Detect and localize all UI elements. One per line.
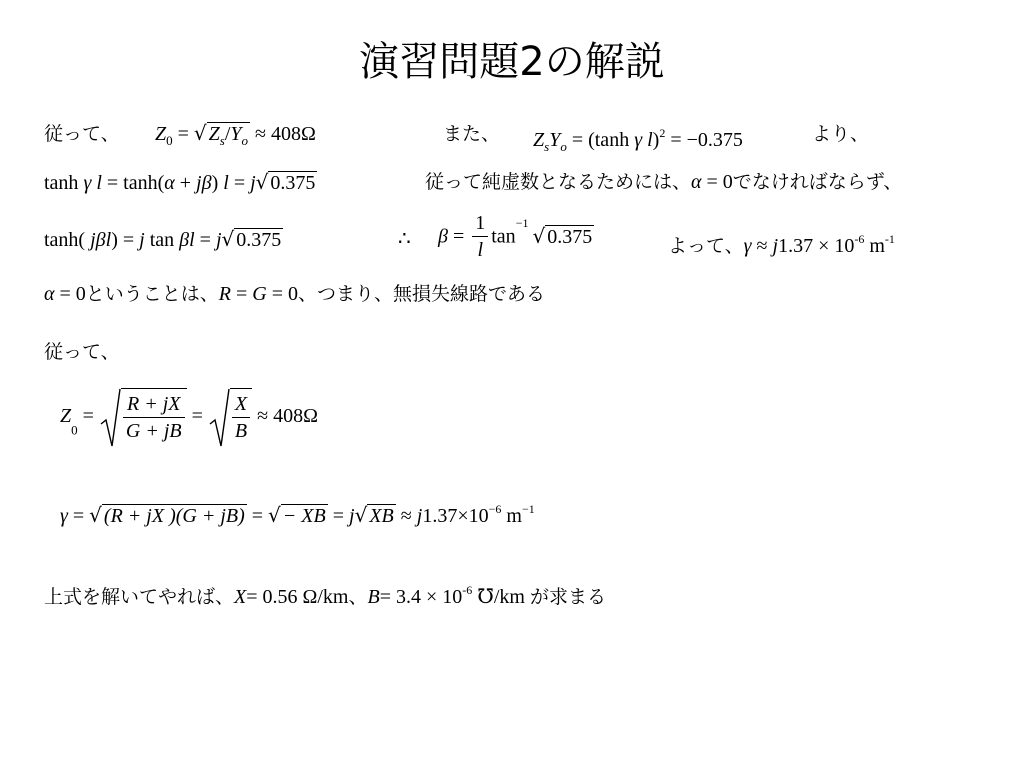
conclusion-text-a: 上式を解いてやれば、 xyxy=(44,586,235,608)
beta-3: β xyxy=(438,225,448,248)
eq3b: = xyxy=(194,229,216,251)
eq1-z: Z xyxy=(60,405,72,427)
gamma-symbol: γ xyxy=(83,172,92,194)
z0-formula xyxy=(155,121,316,153)
line-1 xyxy=(44,122,120,146)
gamma-exp: -6 xyxy=(854,232,865,246)
yo-symbol: Y xyxy=(230,123,242,145)
eq2-value: 1.37×10 xyxy=(422,505,489,527)
zsyo-result: = −0.375 xyxy=(665,129,743,151)
eq1-den2: B xyxy=(234,420,248,442)
zsyo-formula xyxy=(533,121,743,159)
sqrt-0375: √ 0.375 xyxy=(255,170,316,194)
eq2-eq: = xyxy=(67,505,90,527)
line-5-text: 従って、 xyxy=(44,341,120,363)
eq-2: = xyxy=(228,172,251,194)
eq1-radical-2 xyxy=(208,388,252,444)
approx-3: ≈ xyxy=(751,235,773,257)
zsyo-ysub: o xyxy=(560,139,567,154)
mata-text: また、 xyxy=(443,123,501,145)
j3c: j xyxy=(215,229,222,251)
eq2-rad3: XB xyxy=(369,505,394,527)
alpha-symbol-2: α xyxy=(691,171,702,193)
arctan-label: tan xyxy=(491,225,516,248)
z0-approx: ≈ 408Ω xyxy=(250,123,316,145)
eq3a: ) = xyxy=(111,229,140,251)
alpha-cond-4: = 0 xyxy=(54,283,86,305)
eq1-num: R + jX xyxy=(123,391,185,418)
zs-symbol: Z xyxy=(208,123,220,145)
sqrt-0375-b: √ 0.375 xyxy=(221,227,282,251)
plus: + xyxy=(174,172,197,194)
zsyo-y: Y xyxy=(549,129,561,151)
one-over-l xyxy=(472,210,488,263)
z0-equation xyxy=(60,388,318,444)
zsyo-zsub: s xyxy=(544,139,550,154)
sqrt-0375-c: √ 0.375 xyxy=(532,224,593,248)
sqrt-0375-b-value: 0.375 xyxy=(236,229,282,251)
j3b: j xyxy=(139,229,145,251)
eq3c: = xyxy=(447,225,470,248)
beta-symbol: β xyxy=(201,172,212,194)
tanh-jbl xyxy=(44,227,283,252)
r-symbol: R xyxy=(218,283,232,305)
eq2-unit-exp: −1 xyxy=(521,502,535,516)
gamma-unit: m xyxy=(864,235,885,257)
g-symbol: G xyxy=(252,283,267,305)
bl-a: βl xyxy=(95,229,112,251)
eq2-rad2: − XB xyxy=(282,505,326,527)
gamma-equation xyxy=(60,497,535,528)
frac-den: l xyxy=(477,239,484,261)
sqrt-0375-value: 0.375 xyxy=(270,172,316,194)
eq2-gamma: γ xyxy=(60,505,68,527)
eq1-num2: X xyxy=(232,391,250,418)
yo-subscript: o xyxy=(241,133,249,148)
eq2-eq3: = xyxy=(327,505,350,527)
eq2-radical-3: √ XB xyxy=(354,503,394,527)
x-symbol: X xyxy=(234,586,247,608)
lossless-statement xyxy=(44,282,545,306)
gamma-result xyxy=(668,227,895,258)
beta-formula xyxy=(438,210,594,263)
bl-b: βl xyxy=(179,229,195,251)
z0-subscript: 0 xyxy=(166,133,173,148)
zsyo-square: 2 xyxy=(659,126,666,140)
b-value: = 3.4 × 10 xyxy=(379,586,463,608)
slash: / xyxy=(224,123,231,145)
z0-symbol: Z xyxy=(155,123,167,145)
z0-equals: = xyxy=(172,123,194,145)
therefore-symbol: ∴ xyxy=(398,228,411,250)
eq2-approx: ≈ xyxy=(395,505,417,527)
l-symbol-2: l xyxy=(218,172,229,194)
eq-tanh: = tanh( xyxy=(101,172,165,194)
yori-text: より、 xyxy=(812,123,870,145)
eq2-rad1: (R + jX )(G + jB) xyxy=(103,505,245,527)
zsyo-tanh: (tanh xyxy=(588,129,635,151)
zsyo-l: l xyxy=(642,129,653,151)
eq2-eq2: = xyxy=(246,505,269,527)
tan-label: tan xyxy=(144,229,180,251)
separator: 、 xyxy=(348,586,368,608)
eq2-unit: m xyxy=(501,505,522,527)
line-2-text-a: 従って純虚数となるためには、 xyxy=(425,171,692,193)
eq1-den: G + jB xyxy=(125,420,182,442)
eq2-exp: −6 xyxy=(488,502,502,516)
j-symbol-2: j xyxy=(250,172,256,194)
frac-num: 1 xyxy=(472,210,488,237)
eq2-radical-2: √ − XB xyxy=(268,503,326,527)
l-symbol: l xyxy=(91,172,102,194)
eq-4b: = 0 xyxy=(266,283,299,305)
eq1-zsub: 0 xyxy=(71,422,78,438)
b-unit: ℧/km xyxy=(472,586,530,608)
eq2-radical-1: √ (R + jX )(G + jB) xyxy=(89,503,245,527)
sqrt-0375-c-value: 0.375 xyxy=(547,226,593,248)
gamma-unit-exp: -1 xyxy=(884,232,895,246)
j-4: j xyxy=(772,235,779,257)
tanh-label: tanh xyxy=(44,172,84,194)
gamma-3: γ xyxy=(743,235,752,257)
line-4-text-a: ということは、 xyxy=(85,283,219,305)
zsyo-z: Z xyxy=(533,129,545,151)
alpha-4: α xyxy=(44,283,55,305)
j3a: j xyxy=(90,229,96,251)
z0-radical: √ $Z_s/Y_o$ xyxy=(193,121,249,148)
eq1-eq2: = xyxy=(186,405,208,427)
eq1-eq: = xyxy=(77,405,99,427)
eq1-approx: ≈ 408Ω xyxy=(252,405,318,427)
close-paren: ) xyxy=(211,172,219,194)
arctan-inv: −1 xyxy=(515,216,529,231)
tanh-expansion xyxy=(44,170,317,195)
zsyo-close: ) xyxy=(652,129,660,151)
eq-4: = xyxy=(231,283,253,305)
alpha-symbol: α xyxy=(164,172,175,194)
eq2-j2: j xyxy=(416,505,423,527)
eq2-j: j xyxy=(349,505,355,527)
b-exp: -6 xyxy=(462,583,473,597)
conclusion xyxy=(44,578,606,609)
tanh-open: tanh( xyxy=(44,229,91,251)
page-title: 演習問題2の解説 xyxy=(359,39,665,85)
gamma-value: 1.37 × 10 xyxy=(778,235,855,257)
eq1-radical-1 xyxy=(99,388,187,444)
zsyo-gamma: γ xyxy=(634,129,643,151)
conclusion-text-b: が求まる xyxy=(530,586,607,608)
line-1-lead: 従って、 xyxy=(44,123,120,145)
zsyo-eq: = xyxy=(566,129,589,151)
yotte-text: よって、 xyxy=(668,235,744,257)
alpha-cond: = 0 xyxy=(701,171,733,193)
j-symbol: j xyxy=(196,172,202,194)
line-4-text-b: 、つまり、無損失線路である xyxy=(298,283,546,305)
b-symbol: B xyxy=(367,586,380,608)
zs-subscript: s xyxy=(219,133,225,148)
line-2-text xyxy=(425,170,902,194)
x-value: = 0.56 Ω/km xyxy=(246,586,349,608)
line-2-text-b: でなければならず、 xyxy=(732,171,903,193)
